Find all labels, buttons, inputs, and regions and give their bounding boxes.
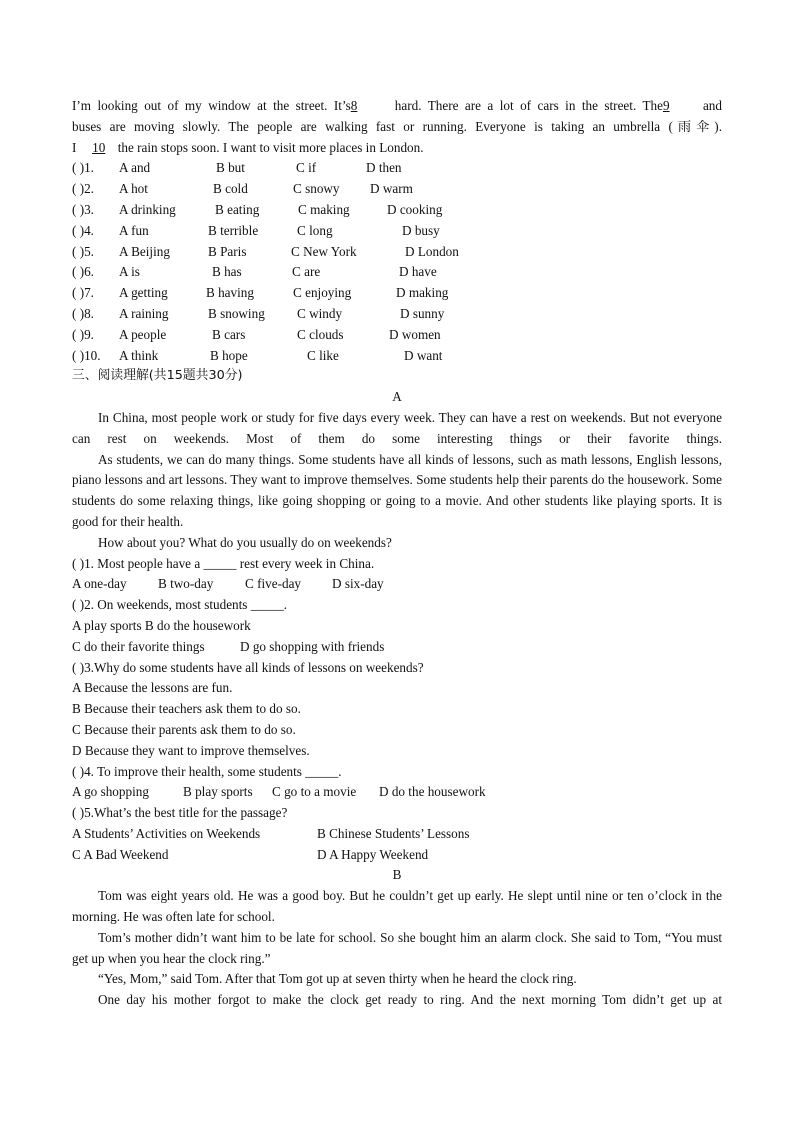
exam-page bbox=[72, 96, 722, 1011]
cloze-line-1 bbox=[72, 96, 722, 117]
cloze-line-3 bbox=[72, 138, 722, 159]
cloze-question: ( )1. A and B but C if D then bbox=[72, 160, 402, 176]
passage-a-paragraph-1: In China, most people work or study for five days every week. They can have a rest on weekends. But not everyone can rest on weekends. Most of them do some interesting things or their favorite things. bbox=[72, 409, 722, 446]
blank-8: 8 bbox=[350, 98, 358, 113]
cloze-question: ( )8. A raining B snowing C windy D sunny bbox=[72, 305, 445, 321]
cloze-question: ( )6. A is B has C are D have bbox=[72, 264, 437, 280]
question-option: D Because they want to improve themselves. bbox=[72, 742, 310, 758]
cloze-question: ( )7. A getting B having C enjoying D making bbox=[72, 285, 449, 301]
question-stem: ( )5.What’s the best title for the passage? bbox=[72, 805, 288, 821]
passage-label: B bbox=[392, 867, 402, 883]
passage-b-paragraph-3: “Yes, Mom,” said Tom. After that Tom got up at seven thirty when he heard the clock ring. bbox=[98, 971, 577, 987]
question-options: A play sports B do the housework bbox=[72, 617, 251, 633]
question-options: A one-day B two-day C five-day D six-day bbox=[72, 576, 384, 592]
cloze-question: ( )9. A people B cars C clouds D women bbox=[72, 326, 441, 342]
passage-label: A bbox=[392, 389, 402, 405]
cloze-question: ( )4. A fun B terrible C long D busy bbox=[72, 222, 440, 238]
cloze-line-2: buses are moving slowly. The people are walking fast or running. Everyone is taking an umbrella (雨伞). bbox=[72, 118, 722, 134]
cloze-text: hard. There are a lot of cars in the street. The bbox=[394, 98, 663, 113]
question-options: C A Bad Weekend D A Happy Weekend bbox=[72, 846, 429, 862]
passage-a-paragraph-3: How about you? What do you usually do on weekends? bbox=[98, 534, 392, 550]
question-options: A go shopping B play sports C go to a movie D do the housework bbox=[72, 784, 486, 800]
cloze-question: ( )2. A hot B cold C snowy D warm bbox=[72, 181, 413, 197]
cloze-question: ( )10. A think B hope C like D want bbox=[72, 347, 443, 363]
blank-10: 10 bbox=[92, 139, 106, 155]
passage-a-paragraph-2: As students, we can do many things. Some students have all kinds of lessons, such as math lessons, English lessons, piano lessons and art lessons. They want to improve themselves. Some students help their parents do the housework. Some students do some relaxing things, like going shopping or going to a movie. And other students like playing sports. It is good for their health. bbox=[72, 451, 722, 529]
question-stem: ( )4. To improve their health, some students _____. bbox=[72, 763, 342, 779]
cloze-text: I’m looking out of my window at the street. It’s bbox=[72, 98, 351, 113]
question-options: C do their favorite things D go shopping with friends bbox=[72, 638, 385, 654]
section-heading: 三、阅读理解(共15题共30分) bbox=[72, 368, 243, 384]
blank-9: 9 bbox=[662, 98, 670, 113]
cloze-question: ( )5. A Beijing B Paris C New York D London bbox=[72, 243, 459, 259]
cloze-text: the rain stops soon. I want to visit more places in London. bbox=[117, 139, 424, 155]
passage-b-paragraph-4: One day his mother forgot to make the clock get ready to ring. And the next morning Tom didn’t get up at bbox=[98, 992, 722, 1008]
question-options: A Students’ Activities on Weekends B Chinese Students’ Lessons bbox=[72, 825, 470, 841]
question-option: B Because their teachers ask them to do so. bbox=[72, 701, 301, 717]
cloze-text: and bbox=[702, 98, 722, 113]
question-stem: ( )3.Why do some students have all kinds of lessons on weekends? bbox=[72, 659, 424, 675]
cloze-text: I bbox=[72, 139, 77, 155]
question-stem: ( )1. Most people have a _____ rest every week in China. bbox=[72, 555, 375, 571]
question-option: C Because their parents ask them to do so. bbox=[72, 721, 296, 737]
passage-b-paragraph-2: Tom’s mother didn’t want him to be late for school. So she bought him an alarm clock. She said to Tom, “You must get up when you hear the clock ring.” bbox=[72, 929, 722, 966]
question-stem: ( )2. On weekends, most students _____. bbox=[72, 597, 288, 613]
question-option: A Because the lessons are fun. bbox=[72, 680, 233, 696]
passage-b-paragraph-1: Tom was eight years old. He was a good boy. But he couldn’t get up early. He slept until nine or ten o’clock in the morning. He was often late for school. bbox=[72, 888, 722, 925]
cloze-question: ( )3. A drinking B eating C making D cooking bbox=[72, 201, 443, 217]
